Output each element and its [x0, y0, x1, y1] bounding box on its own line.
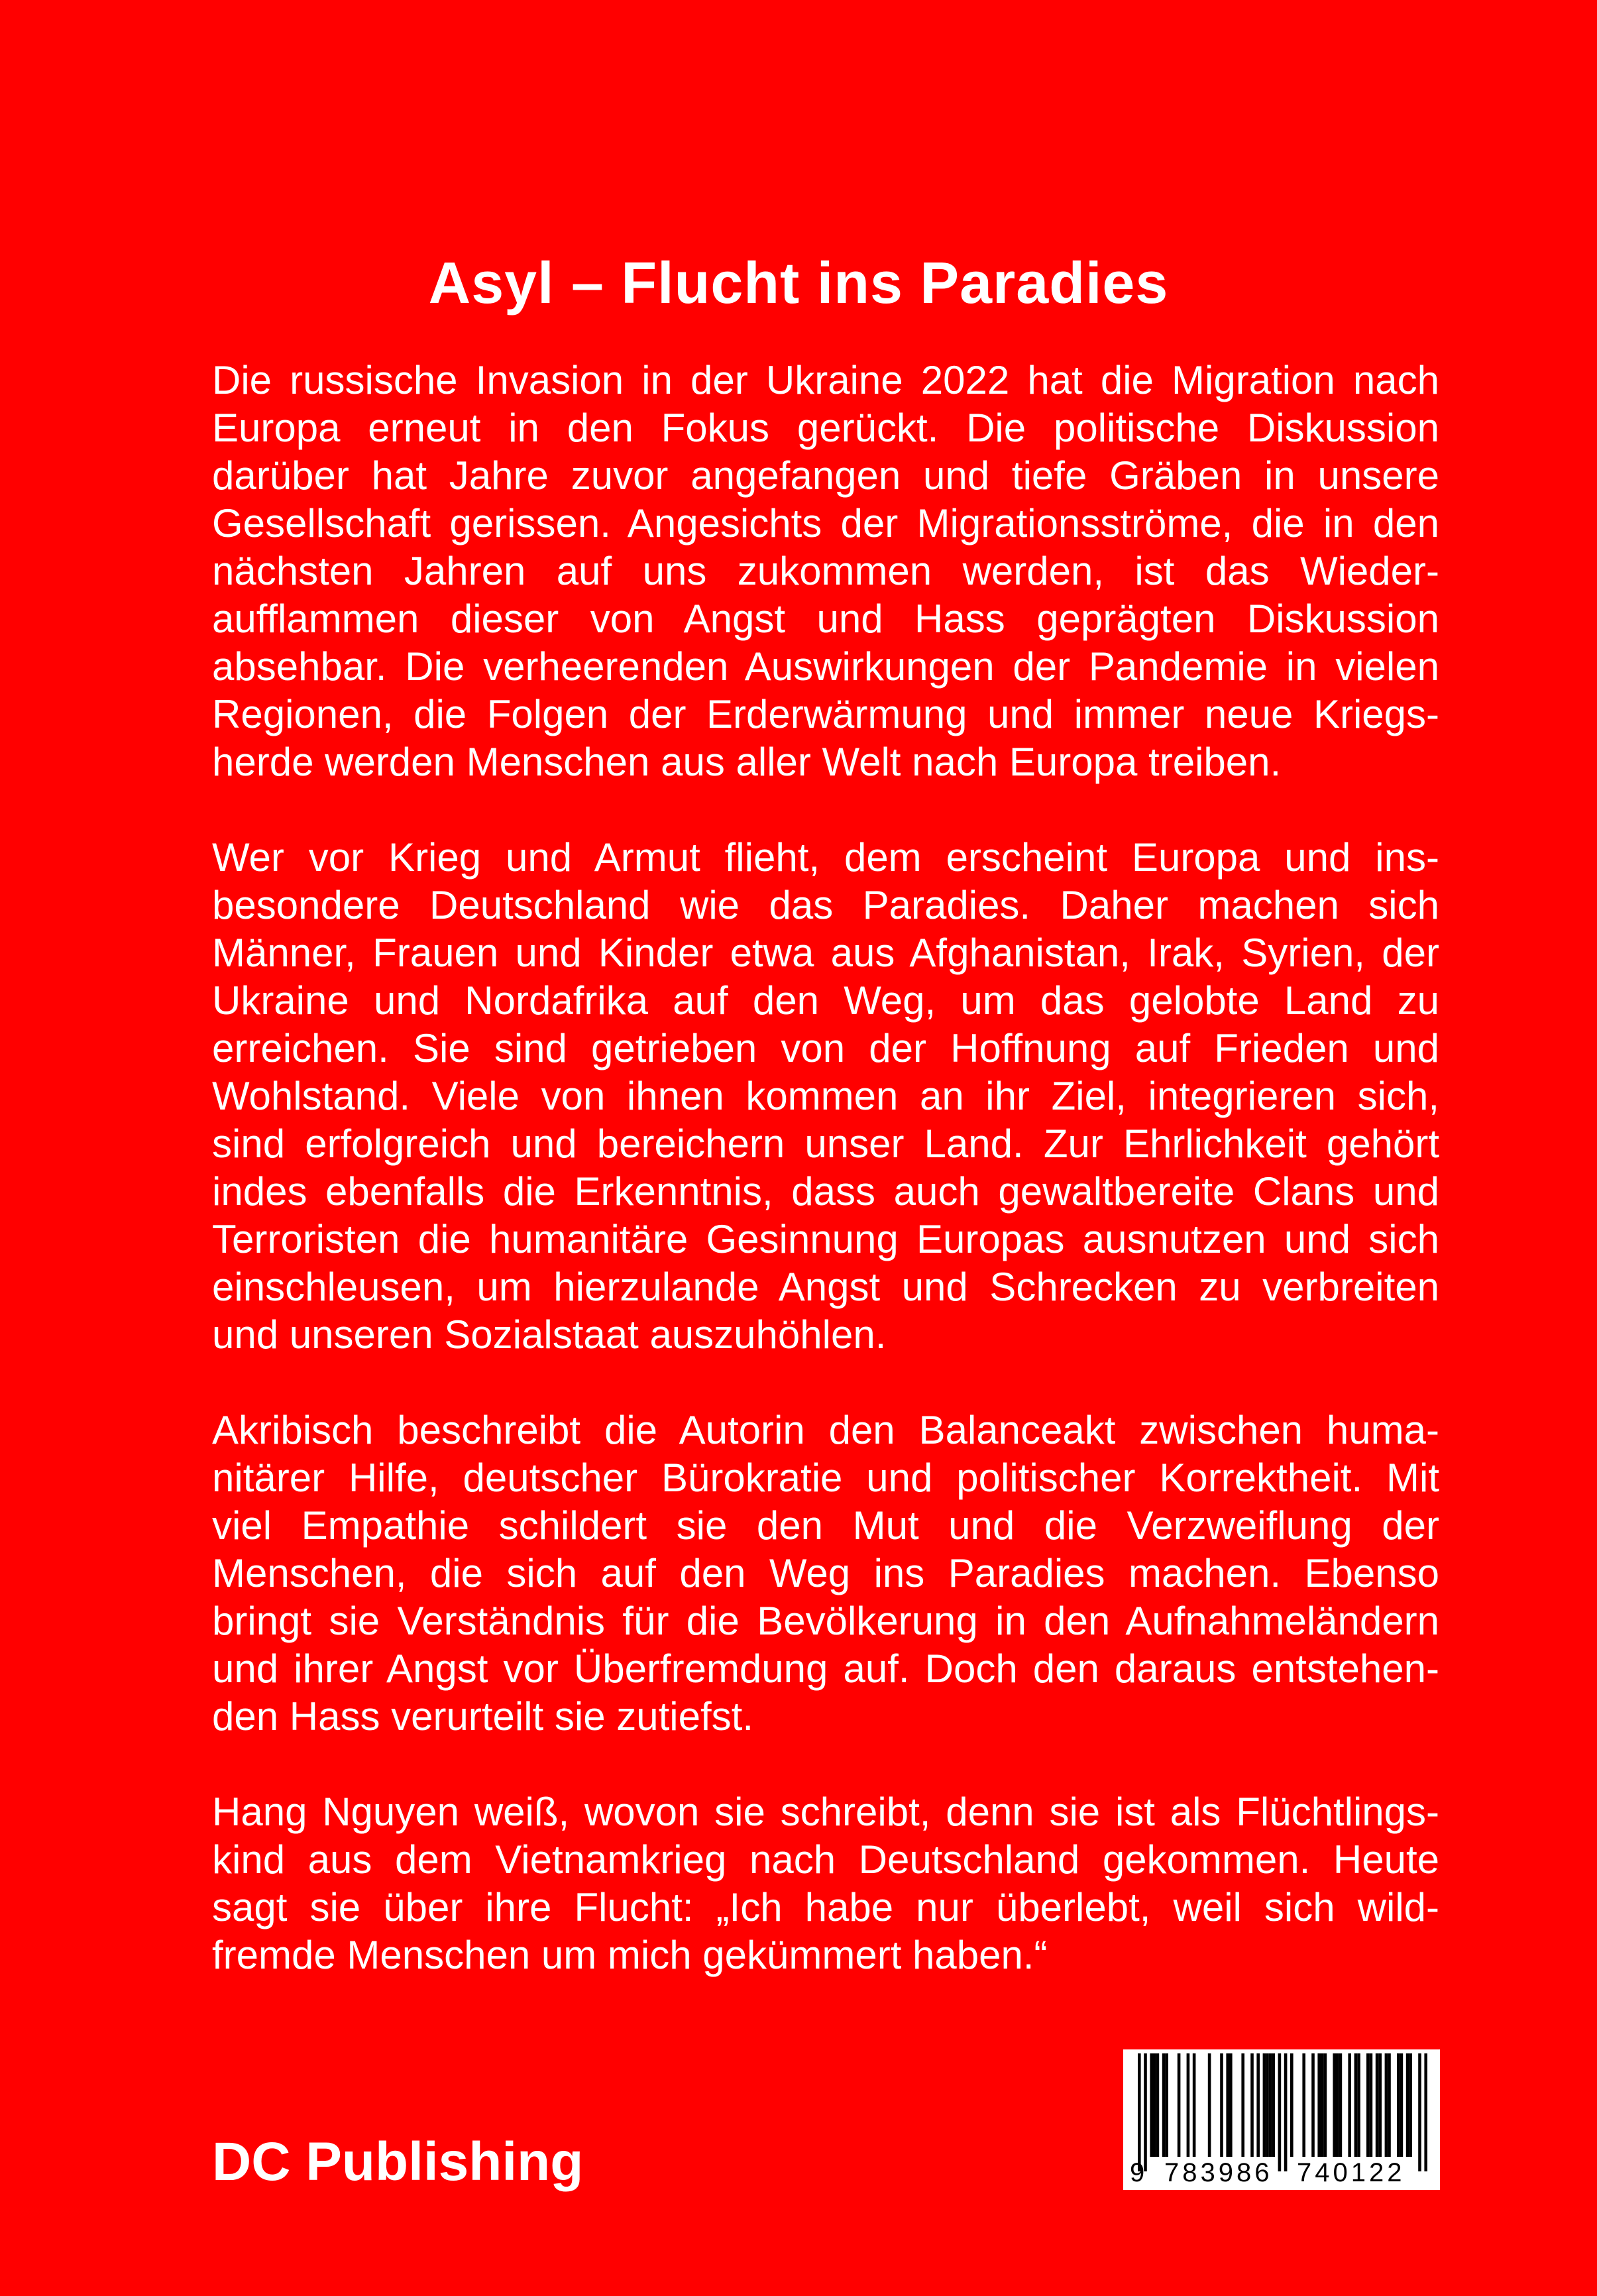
barcode-bar [1229, 2053, 1233, 2157]
blurb-line: nitärer Hilfe, deutscher Bürokratie und politischer Korrektheit. Mit [212, 1456, 1439, 1500]
barcode-bar [1250, 2053, 1254, 2157]
barcode-bar [1406, 2053, 1409, 2157]
blurb-line: Europa erneut in den Fokus gerückt. Die politische Diskussion [212, 406, 1439, 450]
barcode-bar [1388, 2053, 1391, 2157]
blurb-line: den Hass verurteilt sie zutiefst. [212, 1694, 754, 1739]
barcode-bar [1278, 2053, 1282, 2171]
blurb-line: Wer vor Krieg und Armut flieht, dem erscheint Europa und ins- [212, 835, 1439, 880]
barcode-bar [1397, 2053, 1400, 2157]
barcode-bar [1138, 2053, 1141, 2171]
blurb-line: nächsten Jahren auf uns zukommen werden, ist das Wieder- [212, 549, 1439, 593]
barcode-bar [1226, 2053, 1229, 2157]
barcode-bar [1424, 2053, 1427, 2171]
barcode-bar [1324, 2053, 1327, 2157]
barcode-bar [1153, 2053, 1156, 2157]
book-title: Asyl – Flucht ins Paradies [428, 250, 1169, 316]
blurb-line: darüber hat Jahre zuvor angefangen und tiefe Gräben in unsere [212, 453, 1439, 498]
barcode-bar [1150, 2053, 1153, 2157]
isbn-digits [1123, 2157, 1440, 2189]
barcode-bar [1400, 2053, 1404, 2157]
barcode-bar [1336, 2053, 1339, 2157]
blurb-line: Wohlstand. Viele von ihnen kommen an ihr Ziel, integrieren sich, [212, 1074, 1439, 1118]
barcode-bar [1241, 2053, 1244, 2157]
blurb-paragraph [212, 834, 1439, 1359]
barcode-bar [1193, 2053, 1196, 2157]
isbn-right-group: 740122 [1297, 2158, 1405, 2187]
barcode-bar [1156, 2053, 1160, 2157]
barcode-bar [1220, 2053, 1223, 2157]
isbn-left-group: 783986 [1164, 2158, 1273, 2187]
barcode-bar [1256, 2053, 1260, 2157]
blurb-line: fremde Menschen um mich gekümmert haben.“ [212, 1933, 1048, 1977]
barcode-bar [1187, 2053, 1190, 2157]
barcode-bar [1178, 2053, 1181, 2157]
barcode-bar [1208, 2053, 1211, 2157]
blurb [212, 357, 1439, 2027]
barcode-bar [1348, 2053, 1351, 2157]
blurb-line: und ihrer Angst vor Überfremdung auf. Doch den daraus entstehen- [212, 1646, 1439, 1691]
barcode-bar [1378, 2053, 1382, 2157]
blurb-line: herde werden Menschen aus aller Welt nach Europa treiben. [212, 740, 1282, 784]
blurb-line: erreichen. Sie sind getrieben von der Hoffnung auf Frieden und [212, 1026, 1439, 1070]
barcode-bar [1302, 2053, 1305, 2157]
barcode-bar [1317, 2053, 1321, 2157]
barcode-bar [1162, 2053, 1166, 2157]
barcode-bar [1165, 2053, 1168, 2157]
barcode-bar [1263, 2053, 1266, 2157]
barcode-bar [1144, 2053, 1147, 2171]
barcode-bar [1321, 2053, 1324, 2157]
barcode-bar [1269, 2053, 1272, 2157]
barcode-bar [1339, 2053, 1343, 2157]
blurb-line: bringt sie Verständnis für die Bevölkerung in den Aufnahmeländern [212, 1599, 1439, 1643]
barcode-bar [1333, 2053, 1336, 2157]
barcode-bar [1284, 2053, 1288, 2171]
barcode-bar [1357, 2053, 1360, 2157]
blurb-line: Terroristen die humanitäre Gesinnung Europas ausnutzen und sich [212, 1217, 1439, 1261]
blurb-paragraph [212, 1788, 1439, 1979]
barcode-bar [1370, 2053, 1373, 2157]
barcode-bar [1272, 2053, 1275, 2157]
blurb-line: Männer, Frauen und Kinder etwa aus Afghanistan, Irak, Syrien, der [212, 931, 1439, 975]
barcode-bar [1366, 2053, 1370, 2157]
barcode-bar [1311, 2053, 1315, 2157]
barcode-bar [1376, 2053, 1379, 2157]
blurb-paragraph [212, 357, 1439, 786]
barcode-bar [1266, 2053, 1269, 2157]
isbn-first-digit: 9 [1130, 2158, 1145, 2187]
blurb-line: viel Empathie schildert sie den Mut und die Verzweiflung der [212, 1503, 1439, 1548]
blurb-line: besondere Deutschland wie das Paradies. Daher machen sich [212, 883, 1439, 927]
barcode-bar [1409, 2053, 1412, 2157]
blurb-line: Menschen, die sich auf den Weg ins Paradies machen. Ebenso [212, 1551, 1439, 1595]
blurb-line: Die russische Invasion in der Ukraine 2022 hat die Migration nach [212, 358, 1439, 402]
barcode-bar [1418, 2053, 1421, 2171]
barcode-bar [1385, 2053, 1388, 2157]
blurb-line: und unseren Sozialstaat auszuhöhlen. [212, 1312, 887, 1357]
blurb-line: Ukraine und Nordafrika auf den Weg, um das gelobte Land zu [212, 978, 1439, 1023]
publisher-name: DC Publishing [212, 2132, 584, 2192]
blurb-paragraph [212, 1406, 1439, 1741]
isbn-barcode [1123, 2049, 1440, 2190]
blurb-line: Regionen, die Folgen der Erderwärmung und immer neue Kriegs- [212, 692, 1439, 736]
blurb-line: sagt sie über ihre Flucht: „Ich habe nur überlebt, weil sich wild- [212, 1885, 1439, 1929]
blurb-line: Gesellschaft gerissen. Angesichts der Migrationsströme, die in den [212, 501, 1439, 545]
blurb-line: Akribisch beschreibt die Autorin den Balanceakt zwischen huma- [212, 1408, 1439, 1452]
blurb-line: sind erfolgreich und bereichern unser Land. Zur Ehrlichkeit gehört [212, 1121, 1439, 1166]
barcode-bar [1354, 2053, 1358, 2157]
blurb-line: kind aus dem Vietnamkrieg nach Deutschland gekommen. Heute [212, 1837, 1439, 1882]
barcode-bar [1290, 2053, 1294, 2157]
blurb-line: indes ebenfalls die Erkenntnis, dass auch gewaltbereite Clans und [212, 1169, 1439, 1214]
blurb-line: absehbar. Die verheerenden Auswirkungen der Pandemie in vielen [212, 644, 1439, 689]
blurb-line: Hang Nguyen weiß, wovon sie schreibt, denn sie ist als Flüchtlings- [212, 1790, 1439, 1834]
blurb-line: aufflammen dieser von Angst und Hass geprägten Diskussion [212, 597, 1439, 641]
blurb-line: einschleusen, um hierzulande Angst und Schrecken zu verbreiten [212, 1265, 1439, 1309]
